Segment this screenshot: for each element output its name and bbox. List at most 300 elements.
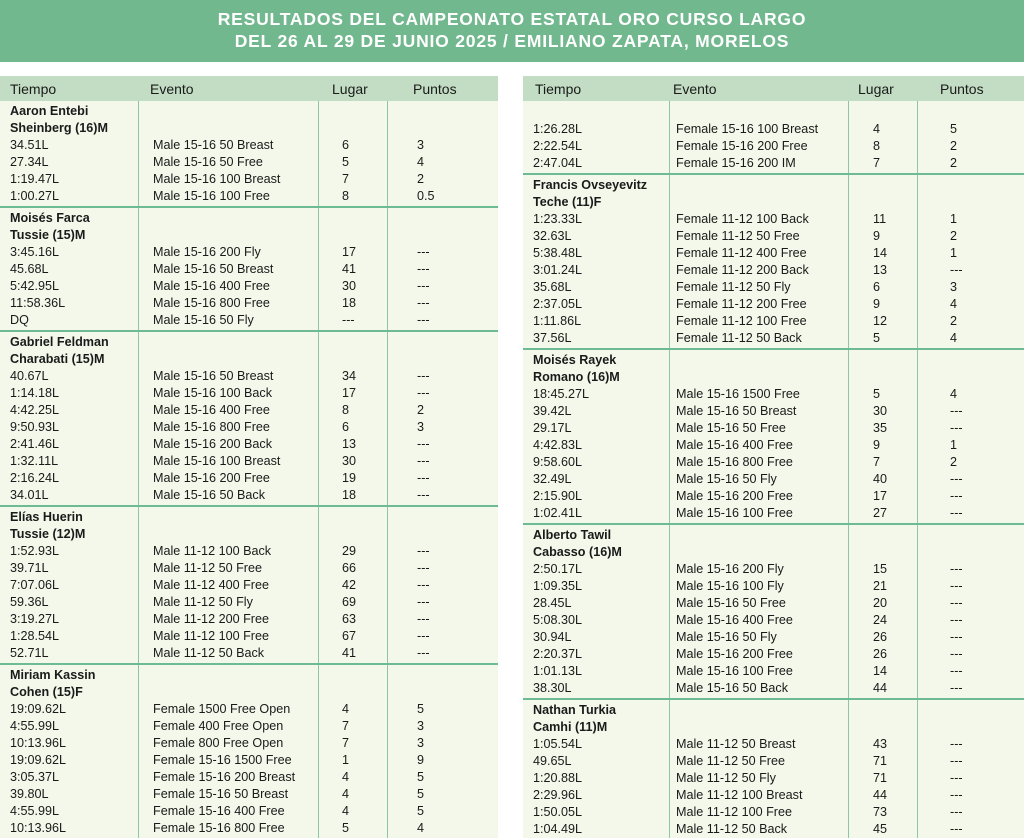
table-row [0,803,498,820]
column-header-evento: Evento [673,80,717,97]
points-value: --- [417,279,430,293]
points-value: 9 [417,753,425,767]
table-row [0,278,498,295]
column-header-puntos: Puntos [413,80,457,97]
table-row [0,261,498,278]
result-time: 4:55.99L [10,804,60,818]
result-time: 11:58.36L [10,296,66,310]
table-row [523,680,1024,697]
table-row [523,155,1024,172]
result-time: 2:50.17L [533,562,583,576]
place-value: 4 [342,702,350,716]
swimmer-block [0,507,498,665]
place-value: 18 [342,488,357,502]
result-time: 4:42.83L [533,438,583,452]
table-row [0,820,498,837]
table-row [0,453,498,470]
event-name: Female 400 Free Open [153,719,284,733]
swimmer-block [0,208,498,332]
table-row [523,437,1024,454]
points-value: --- [417,454,430,468]
result-time: 5:08.30L [533,613,583,627]
swimmer-name: Nathan Turkia Camhi (11)M [533,703,617,734]
points-value: --- [417,561,430,575]
swimmer-name: Gabriel Feldman Charabati (15)M [10,335,109,366]
result-time: 18:45.27L [533,387,590,401]
points-value: 1 [950,438,958,452]
points-value: 3 [950,280,958,294]
event-name: Male 11-12 100 Back [153,544,272,558]
result-time: 1:32.11L [10,454,59,468]
table-row [523,471,1024,488]
points-value: --- [417,578,430,592]
table-row [0,577,498,594]
table-row [523,804,1024,821]
event-name: Male 15-16 200 Free [676,647,793,661]
points-value: --- [950,737,963,751]
place-value: 69 [342,595,357,609]
table-row [0,295,498,312]
result-time: 49.65L [533,754,572,768]
place-value: 66 [342,561,357,575]
event-name: Female 11-12 50 Back [676,331,802,345]
event-name: Male 11-12 50 Fly [676,771,776,785]
place-value: 14 [873,246,888,260]
place-value: 6 [342,138,350,152]
event-name: Male 15-16 50 Free [676,596,786,610]
table-row [523,262,1024,279]
column-header-lugar: Lugar [858,80,894,97]
result-time: 5:38.48L [533,246,583,260]
table-row [523,612,1024,629]
points-value: 4 [417,155,425,169]
result-time: 3:45.16L [10,245,60,259]
event-name: Male 15-16 50 Breast [153,138,274,152]
result-time: 2:15.90L [533,489,583,503]
result-time: 4:55.99L [10,719,60,733]
points-value: 5 [417,702,425,716]
table-row [0,419,498,436]
place-value: 8 [342,189,350,203]
event-name: Female 1500 Free Open [153,702,291,716]
table-row [0,594,498,611]
table-row [0,188,498,205]
points-value: --- [417,245,430,259]
event-name: Male 15-16 50 Back [676,681,789,695]
table-row [523,646,1024,663]
place-value: 15 [873,562,888,576]
result-time: 2:29.96L [533,788,583,802]
result-time: 5:42.95L [10,279,60,293]
table-row [0,385,498,402]
result-time: 7:07.06L [10,578,60,592]
points-value: --- [950,805,963,819]
event-name: Male 15-16 1500 Free [676,387,800,401]
points-value: --- [417,262,430,276]
result-time: 3:19.27L [10,612,60,626]
swimmer-block [0,665,498,838]
result-time: 39.42L [533,404,572,418]
points-value: --- [417,369,430,383]
event-name: Male 15-16 50 Fly [676,630,777,644]
place-value: --- [342,313,355,327]
event-name: Male 15-16 800 Free [153,296,270,310]
table-row [0,611,498,628]
points-value: 2 [950,156,958,170]
points-value: --- [950,579,963,593]
table-row [523,313,1024,330]
points-value: --- [950,788,963,802]
place-value: 45 [873,822,888,836]
event-name: Female 15-16 50 Breast [153,787,289,801]
event-name: Female 15-16 200 IM [676,156,796,170]
event-name: Male 11-12 100 Free [153,629,269,643]
event-name: Male 15-16 200 Fly [676,562,784,576]
swimmer-name: Miriam Kassin Cohen (15)F [10,668,96,699]
event-name: Female 11-12 200 Free [676,297,807,311]
points-value: --- [417,313,430,327]
event-name: Male 15-16 400 Free [153,403,270,417]
points-value: 5 [950,122,958,136]
table-body [0,101,498,838]
place-value: 17 [873,489,888,503]
place-value: 7 [342,736,350,750]
table-row [523,787,1024,804]
result-time: 38.30L [533,681,572,695]
place-value: 67 [342,629,357,643]
swimmer-block [523,101,1024,175]
result-time: 3:05.37L [10,770,60,784]
points-value: --- [417,437,430,451]
event-name: Male 15-16 50 Breast [153,262,274,276]
place-value: 7 [873,156,881,170]
points-value: 3 [417,138,425,152]
result-time: DQ [10,313,29,327]
place-value: 42 [342,578,357,592]
place-value: 17 [342,245,357,259]
event-name: Male 15-16 400 Free [153,279,270,293]
place-value: 43 [873,737,888,751]
event-name: Male 11-12 50 Breast [676,737,796,751]
table-row [523,488,1024,505]
table-row [0,543,498,560]
swimmer-block [523,700,1024,838]
event-name: Female 11-12 50 Free [676,229,800,243]
table-row [0,312,498,329]
swimmer-name: Alberto Tawil Cabasso (16)M [533,528,622,559]
table-header [0,76,498,101]
result-time: 37.56L [533,331,572,345]
result-time: 1:19.47L [10,172,60,186]
place-value: 11 [873,212,887,226]
points-value: --- [950,472,963,486]
place-value: 4 [342,770,350,784]
points-value: --- [417,488,430,502]
page-header [0,0,1024,62]
place-value: 41 [342,646,357,660]
table-row [0,735,498,752]
event-name: Male 11-12 50 Back [153,646,265,660]
place-value: 73 [873,805,888,819]
column-header-tiempo: Tiempo [10,80,57,97]
points-value: --- [950,263,963,277]
table-row [0,718,498,735]
result-time: 1:28.54L [10,629,60,643]
place-value: 71 [873,754,888,768]
table-row [0,786,498,803]
place-value: 7 [342,172,350,186]
place-value: 44 [873,681,888,695]
result-time: 1:11.86L [533,314,582,328]
event-name: Male 15-16 100 Breast [153,454,281,468]
event-name: Male 11-12 50 Back [676,822,788,836]
event-name: Male 15-16 50 Free [676,421,786,435]
table-row [0,560,498,577]
table-row [523,121,1024,138]
event-name: Male 11-12 100 Free [676,805,792,819]
result-time: 2:16.24L [10,471,60,485]
points-value: 2 [950,229,958,243]
points-value: --- [417,646,430,660]
points-value: --- [417,544,430,558]
result-time: 2:41.46L [10,437,60,451]
result-time: 1:02.41L [533,506,583,520]
swimmer-block [0,332,498,507]
table-row [523,420,1024,437]
place-value: 40 [873,472,888,486]
event-name: Male 15-16 400 Free [676,613,793,627]
table-row [523,296,1024,313]
result-time: 2:22.54L [533,139,583,153]
place-value: 4 [342,787,350,801]
event-name: Male 15-16 800 Free [676,455,793,469]
table-row [523,821,1024,838]
place-value: 41 [342,262,357,276]
points-value: --- [950,562,963,576]
result-time: 1:04.49L [533,822,583,836]
table-row [523,245,1024,262]
table-row [0,628,498,645]
event-name: Male 15-16 50 Breast [676,404,797,418]
event-name: Male 15-16 100 Free [676,506,793,520]
result-time: 3:01.24L [533,263,583,277]
event-name: Male 11-12 100 Breast [676,788,803,802]
event-name: Male 15-16 50 Back [153,488,266,502]
swimmer-block [0,101,498,208]
event-name: Male 15-16 800 Free [153,420,270,434]
event-name: Male 15-16 100 Back [153,386,273,400]
place-value: 5 [873,387,881,401]
event-name: Female 800 Free Open [153,736,284,750]
points-value: 4 [950,331,958,345]
result-time: 9:58.60L [533,455,583,469]
result-time: 19:09.62L [10,702,67,716]
points-value: --- [950,822,963,836]
event-name: Male 15-16 100 Fly [676,579,784,593]
result-time: 2:37.05L [533,297,583,311]
table-row [0,769,498,786]
result-time: 28.45L [533,596,572,610]
points-value: --- [950,596,963,610]
result-time: 32.49L [533,472,572,486]
place-value: 8 [342,403,350,417]
points-value: --- [950,421,963,435]
place-value: 29 [342,544,357,558]
event-name: Female 11-12 400 Free [676,246,807,260]
points-value: 2 [950,314,958,328]
place-value: 6 [873,280,881,294]
place-value: 44 [873,788,888,802]
table-row [523,505,1024,522]
event-name: Male 15-16 200 Fly [153,245,261,259]
result-time: 39.71L [10,561,49,575]
table-row [523,736,1024,753]
table-row [523,454,1024,471]
result-time: 9:50.93L [10,420,60,434]
points-value: --- [950,630,963,644]
result-time: 1:26.28L [533,122,583,136]
result-time: 35.68L [533,280,572,294]
place-value: 26 [873,630,888,644]
event-name: Male 15-16 50 Free [153,155,263,169]
points-value: 2 [950,455,958,469]
event-name: Female 15-16 100 Breast [676,122,819,136]
swimmer-block [523,175,1024,350]
event-name: Female 15-16 400 Free [153,804,285,818]
header-title-line2: DEL 26 AL 29 DE JUNIO 2025 / EMILIANO ZAPATA, MORELOS [234,31,790,51]
column-header-lugar: Lugar [332,80,368,97]
place-value: 9 [873,229,881,243]
points-value: --- [417,471,430,485]
result-time: 45.68L [10,262,49,276]
table-row [0,137,498,154]
points-value: --- [950,754,963,768]
place-value: 9 [873,438,881,452]
table-row [523,578,1024,595]
result-time: 59.36L [10,595,49,609]
points-value: 2 [950,139,958,153]
table-row [0,752,498,769]
place-value: 7 [873,455,881,469]
place-value: 63 [342,612,357,626]
result-time: 30.94L [533,630,572,644]
result-time: 27.34L [10,155,49,169]
event-name: Female 15-16 1500 Free [153,753,292,767]
points-value: 4 [417,821,425,835]
event-name: Male 11-12 400 Free [153,578,269,592]
points-value: 2 [417,172,425,186]
event-name: Male 15-16 50 Breast [153,369,274,383]
result-time: 2:20.37L [533,647,583,661]
place-value: 4 [342,804,350,818]
points-value: 3 [417,736,425,750]
points-value: 5 [417,787,425,801]
place-value: 9 [873,297,881,311]
place-value: 13 [873,263,888,277]
points-value: 0.5 [417,189,435,203]
event-name: Female 11-12 200 Back [676,263,809,277]
table-header [523,76,1024,101]
place-value: 12 [873,314,888,328]
column-header-tiempo: Tiempo [535,80,582,97]
place-value: 30 [342,279,357,293]
place-value: 5 [342,155,350,169]
table-row [0,244,498,261]
place-value: 4 [873,122,881,136]
place-value: 30 [873,404,888,418]
swimmer-name: Moisés Farca Tussie (15)M [10,211,90,242]
swimmer-block [523,525,1024,700]
table-row [523,753,1024,770]
table-row [0,368,498,385]
table-row [0,645,498,662]
points-value: --- [950,681,963,695]
table-row [523,211,1024,228]
place-value: 14 [873,664,888,678]
result-time: 34.01L [10,488,49,502]
place-value: 18 [342,296,357,310]
result-time: 40.67L [10,369,49,383]
points-value: --- [417,629,430,643]
table-row [523,138,1024,155]
place-value: 34 [342,369,357,383]
event-name: Female 15-16 800 Free [153,821,285,835]
result-time: 32.63L [533,229,572,243]
points-value: 4 [950,387,958,401]
place-value: 17 [342,386,357,400]
table-row [523,386,1024,403]
points-value: --- [417,612,430,626]
points-value: 1 [950,246,958,260]
event-name: Female 11-12 100 Back [676,212,809,226]
place-value: 5 [873,331,881,345]
place-value: 19 [342,471,357,485]
table-row [0,470,498,487]
results-table-left [0,76,498,838]
result-time: 1:01.13L [533,664,583,678]
result-time: 1:23.33L [533,212,583,226]
points-value: --- [417,386,430,400]
points-value: --- [950,647,963,661]
table-row [0,154,498,171]
points-value: --- [417,595,430,609]
event-name: Male 15-16 200 Free [153,471,270,485]
event-name: Male 11-12 200 Free [153,612,269,626]
points-value: 1 [950,212,958,226]
table-row [523,330,1024,347]
swimmer-name: Moisés Rayek Romano (16)M [533,353,620,384]
points-value: --- [950,489,963,503]
event-name: Male 15-16 200 Free [676,489,793,503]
points-value: 3 [417,719,425,733]
place-value: 21 [873,579,888,593]
result-time: 19:09.62L [10,753,67,767]
table-row [0,402,498,419]
points-value: 5 [417,770,425,784]
place-value: 24 [873,613,888,627]
result-time: 39.80L [10,787,49,801]
column-header-puntos: Puntos [940,80,984,97]
points-value: --- [950,613,963,627]
table-row [523,403,1024,420]
place-value: 30 [342,454,357,468]
table-row [523,561,1024,578]
result-time: 1:14.18L [10,386,60,400]
swimmer-block [523,350,1024,525]
points-value: --- [950,404,963,418]
event-name: Male 15-16 50 Fly [676,472,777,486]
result-time: 1:52.93L [10,544,60,558]
